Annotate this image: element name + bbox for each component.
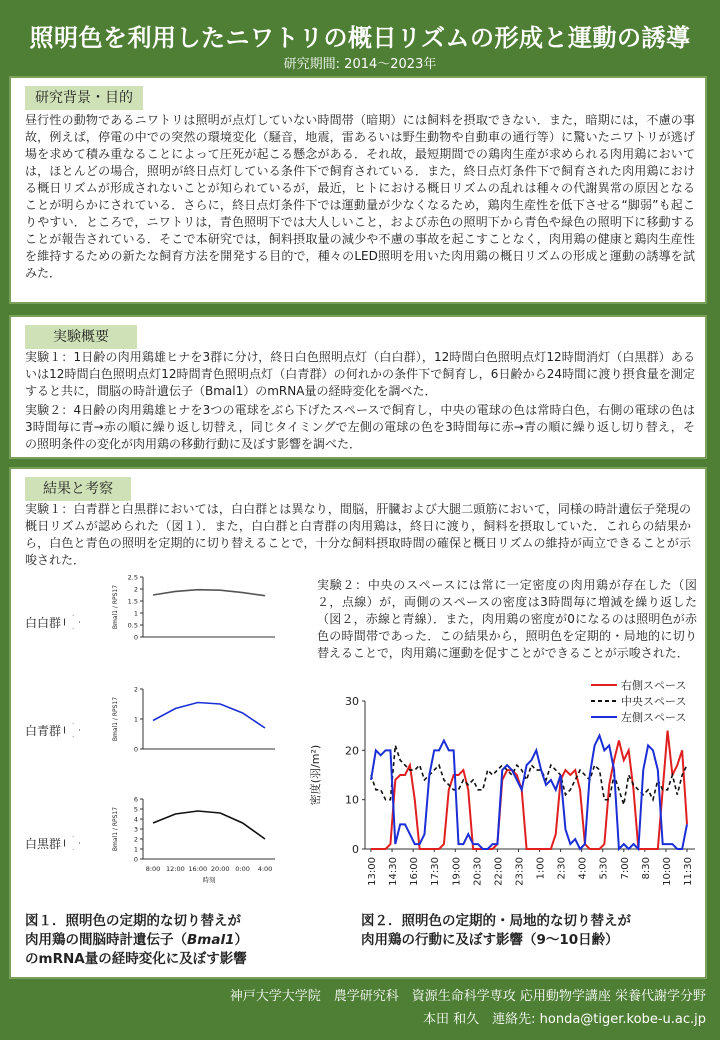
results-text-1: 実験１：白青群と白黒群においては，白白群とは異なり，間脳，肝臓および大腿二頭筋において，同様の時計遺伝子発現の概日リズムが認められた（図１）．また，白白群と白青群の肉用鶏は，終日に渡り，飼料を摂取していた．これらの結果から，白色と青色の照明を定期的に切り替えることで，十分な飼料摂取時間の確保と概日リズムの維持が両立できることが示唆された． [25,502,691,567]
group-label-white-blue [25,721,80,739]
x-tick-label: 16:00 [188,865,208,873]
figure-1-charts [103,567,303,907]
y-tick-label: 0 [133,633,138,642]
poster-title: 照明色を利用したニワトリの概日リズムの形成と運動の誘導 [29,24,691,52]
series-line [153,703,265,729]
y-axis-label: Bmal1 / RPS17 [112,696,119,742]
legend-label: 中央スペース [621,695,687,708]
poster-header [0,0,720,72]
group-name: 白黒群 [25,837,62,851]
fig2-caption-line: 肉用鶏の行動に及ぼす影響（9〜10日齢） [361,932,619,948]
y-tick-label: 2 [133,685,138,694]
x-axis-label: 時刻 [202,876,216,884]
legend-label: 右側スペース [621,679,687,692]
y-axis-label: 密度(羽/m²) [309,744,322,806]
y-axis-label: Bmal1 / RPS17 [112,806,119,852]
affiliation: 神戸大学大学院 農学研究科 資源生命科学専攻 応用動物学講座 栄養代謝学分野 [229,989,706,1004]
fig1-panel-1 [112,686,275,754]
x-tick-label: 7:00 [619,857,631,880]
x-tick-label: 0:00 [235,865,250,873]
figure-2-caption [361,912,631,950]
y-tick-label: 1 [133,609,138,618]
methods-text-2: 実験２：4日齢の肉用鶏雄ヒナを3つの電球をぶら下げたスペースで飼育し，中央の電球の色は常時白色，右側の電球の色は3時間毎に青→赤の順に繰り返し切替え，同じタイミングで左側の電球の色を3時間毎に赤→青の順に繰り返し切り替え，その照明条件の変化が肉用鶏の移動行動に及ぼす影響を調べた． [25,403,695,451]
x-tick-label: 20:30 [472,857,484,886]
x-tick-label: 20:00 [210,865,230,873]
y-tick-label: 2.5 [127,573,138,582]
x-tick-label: 4:00 [257,865,273,873]
fig1-caption-line: 図１．照明色の定期的な切り替えが [25,913,241,929]
x-tick-label: 19:00 [451,857,463,886]
legend-label: 左側スペース [621,711,687,724]
y-tick-label: 10 [345,793,359,807]
results-text-2: 実験２：中央のスペースには常に一定密度の肉用鶏が存在した（図２，点線）が，両側のスペースの密度は3時間毎に増減を繰り返した（図２，赤線と青線）．また，肉用鶏の密度が0になるのは照明色が赤色の時間帯であった．この結果から，照明色を定期的・局地的に切り替えることで，肉用鶏に運動を促すことができることが示唆された． [317,578,697,660]
x-tick-label: 23:30 [514,857,526,886]
y-tick-label: 0 [133,745,138,754]
series-line-中央スペース [371,745,687,804]
x-tick-label: 2:30 [556,857,568,880]
background-panel [9,76,707,304]
fig1-caption-gene: Bmal1 [187,932,235,948]
x-tick-label: 8:30 [640,857,652,880]
group-name: 白青群 [25,724,62,738]
y-tick-label: 2 [133,585,138,594]
y-tick-label: 0 [133,855,138,864]
fig1-panel-0 [112,574,275,642]
group-label-white-black [25,834,80,852]
x-tick-label: 14:30 [388,857,400,886]
fig1-panel-2 [112,796,275,885]
x-tick-label: 22:00 [493,857,505,886]
fig1-caption-text: 肉用鶏の間脳時計遺伝子（ [25,932,187,948]
figure-1-caption [25,912,248,969]
y-tick-label: 1 [133,715,138,724]
y-tick-label: 30 [345,695,359,708]
y-tick-label: 5 [133,805,138,814]
group-name: 白白群 [25,616,62,630]
arrow-icon [64,615,80,629]
series-line [153,811,265,839]
methods-section-label: 実験概要 [25,325,137,349]
x-tick-label: 8:00 [145,865,161,873]
y-axis-label: Bmal1 / RPS17 [112,584,119,630]
series-line [153,590,265,596]
background-text: 昼行性の動物であるニワトリは照明が点灯していない時間帯（暗期）には飼料を摂取できない．また，暗期には，不慮の事故，例えば，停電の中での突然の環境変化（騒音，地震，雷あるいは野生動物や自動車の通行等）に驚いたニワトリが逃げ場を求めて積み重なることによって圧死が起こる懸念がある．それ故，最短期間での鶏肉生産が求められる肉用鶏においては，ほとんどの場合，照明が終日点灯している条件下で飼育されている．また，終日点灯条件下で飼育された肉用鶏における概日リズムが形成されないことが知られているが，最近，ヒトにおける概日リズムの乱れは種々の代謝異常の原因となることが明らかにされている．さらに，終日点灯条件下では運動量が少なくなるため，鶏肉生産性を低下させる“脚弱”も起こりやすい．ところで，ニワトリは，青色照明下では大人しいこと，および赤色の照明下から青色や緑色の照明下に移動することが報告されている．そこで本研究では，飼料摂取量の減少や不慮の事故を起こすことなく，肉用鶏の健康と鶏肉生産性を維持するための新たな飼育方法を開発する目的で，種々のLED照明を用いた肉用鶏の概日リズムの形成と運動の誘導を試みた． [25,113,695,280]
y-tick-label: 2 [133,835,138,844]
results-panel [9,467,707,979]
methods-text-1: 実験１：1日齢の肉用鶏雄ヒナを3群に分け，終日白色照明点灯（白白群），12時間白色照明点灯12時間消灯（白黒群）あるいは12時間白色照明点灯12時間青色照明点灯（白青群）の何れかの条件下で飼育し，6日齢から24時間に渡り摂食量を測定すると共に，間脳の時計遺伝子（Bmal1）のmRNA量の経時変化を調べた． [25,350,695,398]
x-tick-label: 4:00 [577,857,589,880]
y-tick-label: 3 [133,825,138,834]
x-tick-label: 17:30 [430,857,442,886]
y-tick-label: 6 [133,795,138,804]
x-tick-label: 12:00 [166,865,185,873]
x-tick-label: 11:30 [683,857,694,886]
fig1-caption-text: ） [234,932,248,948]
x-tick-label: 5:30 [598,857,610,880]
x-tick-label: 10:00 [661,857,673,886]
x-tick-label: 13:00 [367,857,378,886]
y-tick-label: 1 [133,845,138,854]
fig1-caption-line [25,931,248,950]
contact: 本田 和久 連絡先: honda@tiger.kobe-u.ac.jp [423,1012,706,1027]
y-tick-label: 20 [345,744,359,758]
methods-panel [9,315,707,459]
background-section-label: 研究背景・目的 [25,86,143,110]
research-period: 研究期間: 2014〜2023年 [283,57,437,72]
arrow-icon [64,723,80,737]
x-tick-label: 16:00 [409,857,421,886]
poster-footer [0,985,720,1031]
fig2-caption-line: 図２．照明色の定期的・局地的な切り替えが [361,913,631,929]
x-tick-label: 1:00 [535,857,547,880]
figure-2-chart [309,677,695,901]
y-tick-label: 0.5 [127,621,138,630]
results-section-label: 結果と考察 [25,477,131,501]
fig1-caption-line: のmRNA量の経時変化に及ぼす影響 [25,951,247,967]
y-tick-label: 1.5 [127,597,138,606]
arrow-icon [64,836,80,850]
y-tick-label: 4 [133,815,138,824]
group-label-white-white [25,613,80,631]
y-tick-label: 0 [352,843,359,856]
